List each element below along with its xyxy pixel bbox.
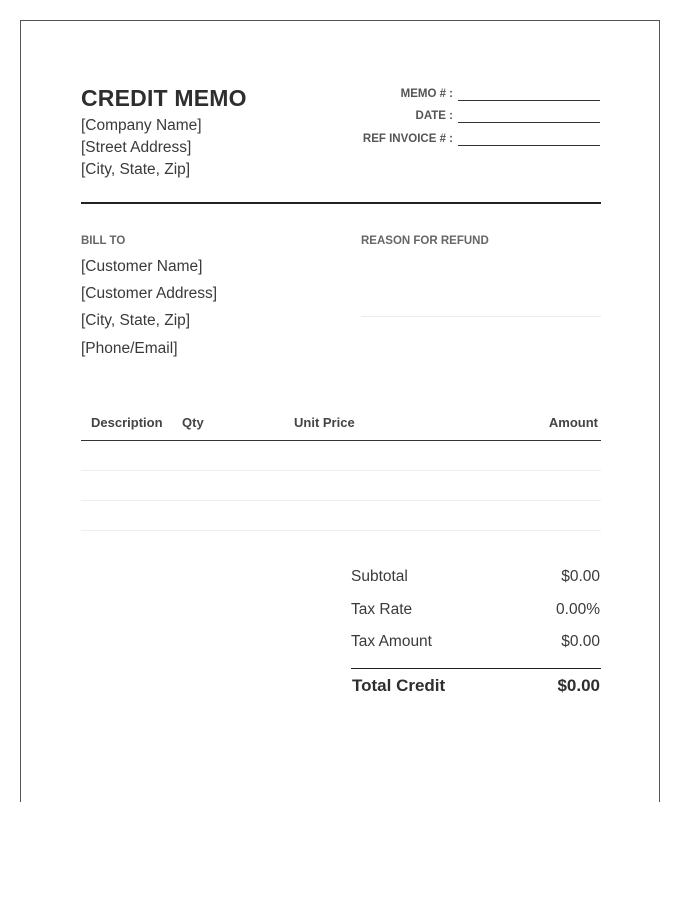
company-name[interactable]: [Company Name] xyxy=(81,117,202,134)
company-city-state-zip[interactable]: [City, State, Zip] xyxy=(81,161,191,178)
column-header-description: Description xyxy=(91,415,163,430)
credit-memo-page xyxy=(20,20,660,802)
tax-amount-value: $0.00 xyxy=(561,633,600,650)
reason-for-refund-field[interactable] xyxy=(361,316,601,317)
date-label: DATE : xyxy=(415,110,453,122)
tax-rate-value[interactable]: 0.00% xyxy=(556,601,600,618)
header-divider xyxy=(81,202,601,204)
memo-number-row xyxy=(401,85,600,101)
ref-invoice-label: REF INVOICE # : xyxy=(362,133,453,145)
table-row[interactable] xyxy=(81,500,601,501)
ref-invoice-field[interactable] xyxy=(458,133,600,146)
reason-for-refund-label: REASON FOR REFUND xyxy=(361,235,489,247)
column-header-qty: Qty xyxy=(182,415,204,430)
bill-to-label: BILL TO xyxy=(81,235,126,247)
total-divider xyxy=(351,668,601,669)
tax-amount-label: Tax Amount xyxy=(351,633,432,650)
table-row[interactable] xyxy=(81,530,601,531)
column-header-amount: Amount xyxy=(548,415,598,430)
customer-phone-email[interactable]: [Phone/Email] xyxy=(81,340,178,357)
subtotal-value: $0.00 xyxy=(561,568,600,585)
ref-invoice-row xyxy=(363,130,600,146)
total-credit-label: Total Credit xyxy=(352,676,446,695)
page-title: CREDIT MEMO xyxy=(81,85,247,111)
customer-address[interactable]: [Customer Address] xyxy=(81,285,218,302)
date-row xyxy=(416,107,600,123)
date-field[interactable] xyxy=(458,110,600,123)
memo-number-field[interactable] xyxy=(458,88,600,101)
subtotal-label: Subtotal xyxy=(351,568,408,585)
customer-city-state-zip[interactable]: [City, State, Zip] xyxy=(81,312,191,329)
column-header-unit-price: Unit Price xyxy=(294,415,355,430)
total-credit-value: $0.00 xyxy=(557,676,600,695)
table-header-divider xyxy=(81,440,601,441)
table-row[interactable] xyxy=(81,470,601,471)
customer-name[interactable]: [Customer Name] xyxy=(81,258,203,275)
tax-rate-label: Tax Rate xyxy=(351,601,413,618)
company-street-address[interactable]: [Street Address] xyxy=(81,139,192,156)
memo-number-label: MEMO # : xyxy=(400,88,453,100)
